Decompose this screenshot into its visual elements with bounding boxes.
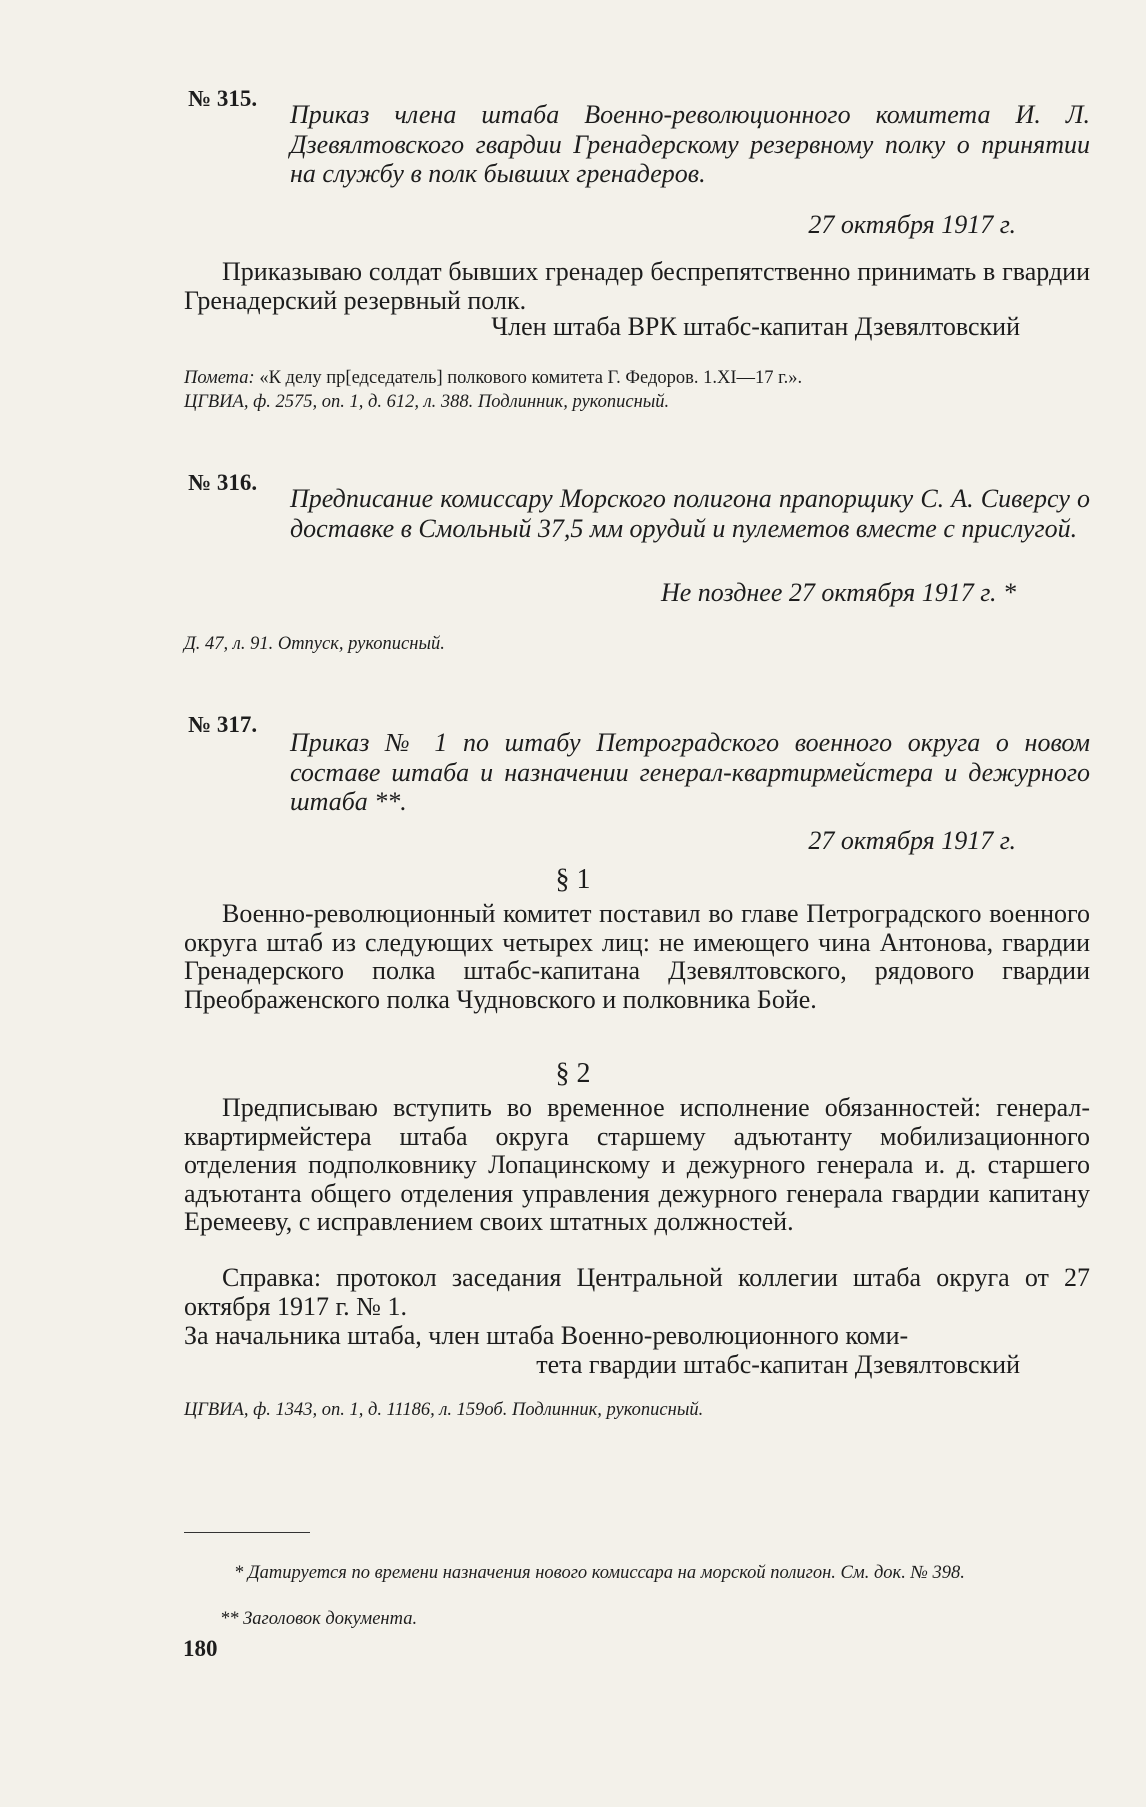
doc-317-title: Приказ № 1 по штабу Петроградского военного округа о новом составе штаба и назначении генерал-квартирмейстера и дежурного штаба **. [290, 728, 1090, 816]
doc-316-number: № 316. [188, 470, 258, 495]
doc-315-number: № 315. [188, 86, 258, 111]
doc-315-title: Приказ члена штаба Военно-революционного комитета И. Л. Дзевялтовского гвардии Гренадерскому резервному полку о принятии на службу в полк бывших гренадеров. [290, 100, 1090, 188]
doc-316-title: Предписание комиссару Морского полигона прапорщику С. А. Сиверсу о доставке в Смольный 37,5 мм орудий и пулеметов вместе с прислугой. [290, 484, 1090, 543]
doc-315-source: ЦГВИА, ф. 2575, оп. 1, д. 612, л. 388. Подлинник, рукописный. [184, 392, 670, 412]
doc-317-number: № 317. [188, 712, 258, 737]
doc-317-body-2: Предписываю вступить во временное исполнение обязанностей: генерал-квартирмейстера штаба округа старшему адъютанту мобилизационного отделения подполковнику Лопацинскому и дежурного генерала и. д. старшего адъютанта общего отделения управления дежурного генерала гвардии капитану Еремееву, с исправлением своих штатных должностей. [184, 1093, 1090, 1236]
doc-317-source: ЦГВИА, ф. 1343, оп. 1, д. 11186, л. 159об. Подлинник, рукописный. [184, 1400, 704, 1420]
doc-315-note-label: Помета: [184, 368, 255, 388]
footnote-2: ** Заголовок документа. [220, 1609, 418, 1629]
doc-315-signature: Член штаба ВРК штабс-капитан Дзевялтовский [491, 312, 1020, 341]
doc-316-source: Д. 47, л. 91. Отпуск, рукописный. [184, 634, 445, 654]
doc-317-signature-line-2: тета гвардии штабс-капитан Дзевялтовский [536, 1350, 1020, 1379]
doc-315-note-text: «К делу пр[едседатель] полкового комитета Г. Федоров. 1.XI—17 г.». [259, 368, 803, 388]
doc-315-date: 27 октября 1917 г. [808, 210, 1016, 239]
doc-315-body: Приказываю солдат бывших гренадер беспрепятственно принимать в гвардии Гренадерский резервный полк. [184, 257, 1090, 315]
doc-317-body-1: Военно-революционный комитет поставил во главе Петроградского военного округа штаб из следующих четырех лиц: не имеющего чина Антонова, гвардии Гренадерского полка штабс-капитана Дзевялтовского, рядового гвардии Преображенского полка Чудновского и полковника Бойе. [184, 899, 1090, 1014]
footnote-1: * Датируется по времени назначения нового комиссара на морской полигон. См. док. № 398. [234, 1563, 965, 1583]
doc-315-note [184, 366, 1094, 390]
section-2-heading: § 2 [555, 1058, 591, 1089]
doc-317-signature-line-1: За начальника штаба, член штаба Военно-революционного коми- [184, 1321, 909, 1350]
doc-317-date: 27 октября 1917 г. [808, 826, 1016, 855]
doc-317-reference: Справка: протокол заседания Центральной коллегии штаба округа от 27 октября 1917 г. № 1. [184, 1263, 1090, 1321]
page-number: 180 [183, 1636, 218, 1661]
footnote-separator [184, 1532, 310, 1533]
doc-316-date: Не позднее 27 октября 1917 г. * [660, 578, 1016, 607]
section-1-heading: § 1 [555, 864, 591, 895]
